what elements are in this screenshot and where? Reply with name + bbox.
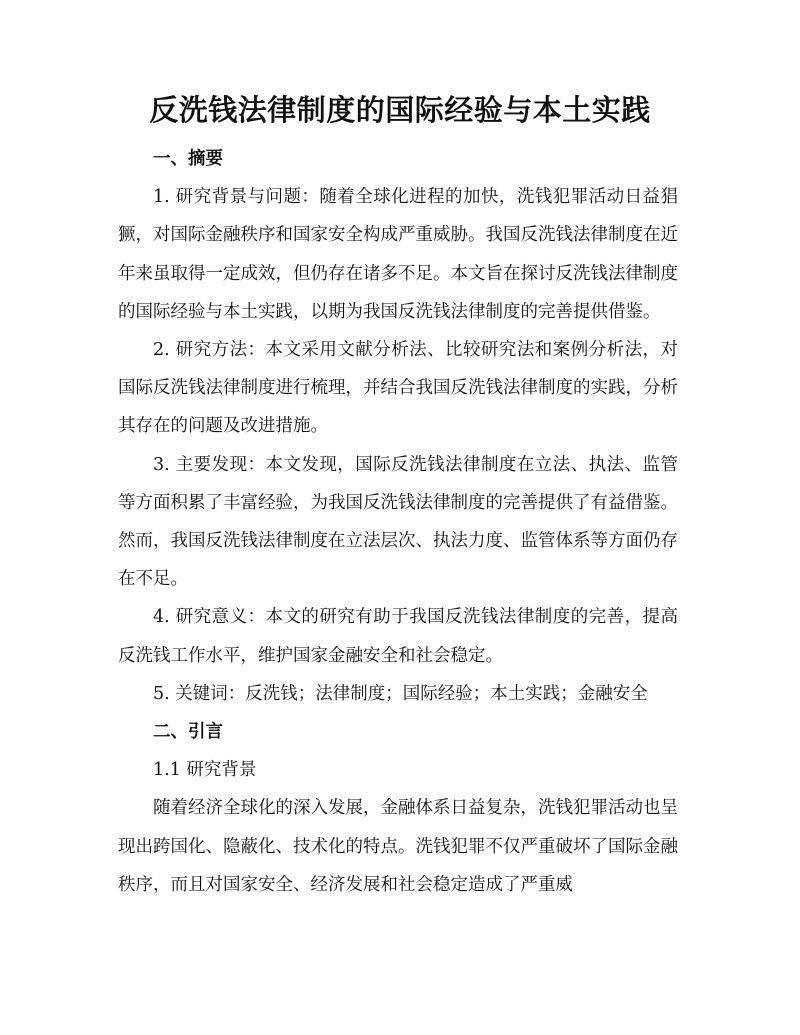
abstract-item-findings: 3. 主要发现：本文发现，国际反洗钱法律制度在立法、执法、监管等方面积累了丰富经验，为我国反洗钱法律制度的完善提供了有益借鉴。然而，我国反洗钱法律制度在立法层次、执法力度、监管体系等方面仍存在不足。	[118, 454, 678, 590]
document-body	[118, 140, 678, 904]
introduction-paragraph: 随着经济全球化的深入发展，金融体系日益复杂，洗钱犯罪活动也呈现出跨国化、隐蔽化、技术化的特点。洗钱犯罪不仅严重破坏了国际金融秩序，而且对国家安全、经济发展和社会稳定造成了严重威	[118, 798, 678, 895]
section-heading-introduction: 二、引言	[153, 722, 223, 743]
section-heading-abstract: 一、摘要	[153, 149, 223, 169]
abstract-item-background: 1. 研究背景与问题：随着全球化进程的加快，洗钱犯罪活动日益猖獗，对国际金融秩序和国家安全构成严重威胁。我国反洗钱法律制度在近年来虽取得一定成效，但仍存在诸多不足。本文旨在探讨反洗钱法律制度的国际经验与本土实践，以期为我国反洗钱法律制度的完善提供借鉴。	[118, 187, 678, 322]
abstract-item-methods: 2. 研究方法：本文采用文献分析法、比较研究法和案例分析法，对国际反洗钱法律制度进行梳理，并结合我国反洗钱法律制度的实践，分析其存在的问题及改进措施。	[118, 340, 678, 437]
subsection-heading-background: 1.1 研究背景	[153, 760, 257, 781]
document-title: 反洗钱法律制度的国际经验与本土实践	[149, 93, 651, 127]
abstract-item-significance: 4. 研究意义：本文的研究有助于我国反洗钱法律制度的完善，提高反洗钱工作水平，维护国家金融安全和社会稳定。	[118, 607, 678, 666]
abstract-item-keywords: 5. 关键词：反洗钱；法律制度；国际经验；本土实践；金融安全	[153, 683, 648, 704]
